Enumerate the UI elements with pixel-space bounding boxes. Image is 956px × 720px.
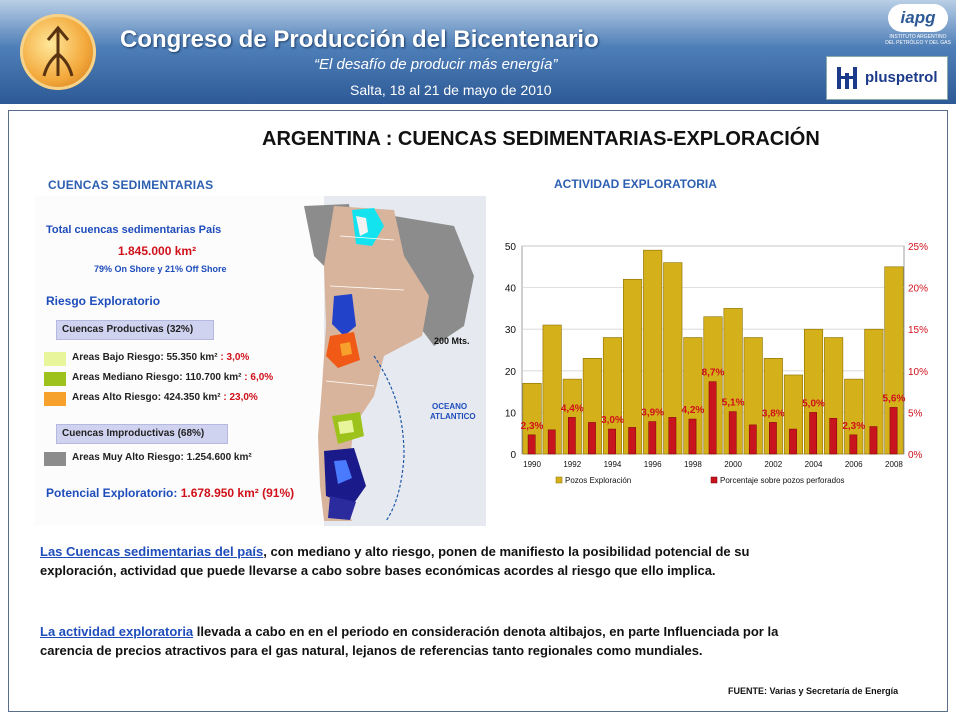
y-left-tick-label: 40	[504, 283, 516, 295]
iapg-logo-text: iapg	[888, 4, 948, 32]
actividad-link[interactable]: La actividad exploratoria	[40, 624, 194, 639]
legend-mediano	[72, 372, 273, 383]
legend-bajo	[72, 352, 249, 363]
x-tick-label: 1996	[643, 460, 662, 469]
paragraph-cuencas-text: , con mediano y alto riesgo, ponen de manifiesto la posibilidad potencial de su exploración, actividad que puede llevarse a cabo sobre bases económicas acordes al riesgo que ello implica.	[40, 544, 750, 578]
data-label: 3,0%	[601, 415, 624, 427]
x-tick-label: 1992	[563, 460, 582, 469]
cuencas-heading: CUENCAS SEDIMENTARIAS	[48, 178, 214, 192]
y-left-tick-label: 20	[504, 366, 516, 378]
bar-porcentaje	[890, 407, 897, 454]
bar-porcentaje	[548, 430, 555, 454]
y-right-tick-label: 10%	[908, 366, 929, 378]
y-right-tick-label: 25%	[908, 242, 929, 253]
legend-shore-split: 79% On Shore y 21% Off Shore	[94, 264, 227, 274]
x-tick-label: 2004	[804, 460, 823, 469]
iapg-logo	[884, 4, 952, 48]
data-label: 2,3%	[842, 420, 866, 432]
x-tick-label: 1998	[683, 460, 702, 469]
legend-porcentaje: Porcentaje sobre pozos perforados	[720, 476, 845, 485]
depth-label: 200 Mts.	[434, 336, 470, 346]
legend-bajo-pct: : 3,0%	[220, 352, 250, 363]
bar-porcentaje	[850, 435, 857, 454]
data-label: 5,6%	[882, 393, 906, 405]
legend-alto-pct: : 23,0%	[223, 392, 258, 403]
legend-total-value: 1.845.000 km²	[118, 244, 197, 258]
bar-porcentaje	[669, 417, 676, 454]
bicentenario-logo	[20, 14, 96, 90]
y-left-tick-label: 50	[504, 242, 516, 253]
legend-bajo-text: Areas Bajo Riesgo: 55.350 km²	[72, 352, 221, 363]
paragraph-actividad	[40, 622, 800, 660]
header-banner	[0, 0, 956, 104]
bar-porcentaje	[810, 412, 817, 454]
actividad-heading: ACTIVIDAD EXPLORATORIA	[554, 177, 717, 191]
x-tick-label: 2006	[844, 460, 863, 469]
pluspetrol-logo	[826, 56, 948, 100]
exploration-chart	[486, 196, 932, 496]
paragraph-actividad-text: llevada a cabo en en el periodo en consideración denota altibajos, en parte Influenciada por la carencia de precios atractivos para el gas natural, lejanos de referencias tanto regionales como mundiales.	[40, 624, 779, 658]
legend-mediano-text: Areas Mediano Riesgo: 110.700 km²	[72, 372, 245, 383]
legend-mediano-pct: : 6,0%	[244, 372, 274, 383]
congress-date: Salta, 18 al 21 de mayo de 2010	[350, 82, 552, 98]
bar-porcentaje	[528, 435, 535, 454]
bar-porcentaje	[769, 422, 776, 454]
swatch-bajo	[44, 352, 66, 366]
bar-porcentaje	[729, 412, 736, 454]
x-tick-label: 2000	[724, 460, 743, 469]
bar-porcentaje	[689, 419, 696, 454]
slide-title: ARGENTINA : CUENCAS SEDIMENTARIAS-EXPLORACIÓN	[262, 128, 820, 150]
legend-alto	[72, 392, 258, 403]
legend-total-label: Total cuencas sedimentarias País	[46, 224, 222, 236]
legend-muy-alto: Areas Muy Alto Riesgo: 1.254.600 km²	[72, 452, 252, 463]
y-right-tick-label: 20%	[908, 283, 929, 295]
legend-potencial-value: 1.678.950 km² (91%)	[180, 486, 295, 500]
data-label: 8,7%	[701, 367, 725, 379]
congress-title: Congreso de Producción del Bicentenario	[120, 26, 599, 53]
legend-alto-text: Areas Alto Riesgo: 424.350 km²	[72, 392, 224, 403]
y-left-tick-label: 30	[504, 325, 516, 337]
bar-porcentaje	[568, 417, 575, 454]
data-label: 5,1%	[721, 397, 745, 409]
swatch-alto	[44, 392, 66, 406]
x-tick-label: 1994	[603, 460, 622, 469]
y-right-tick-label: 0%	[908, 450, 923, 461]
bar-porcentaje	[649, 422, 656, 454]
legend-potencial	[46, 486, 294, 500]
chart-panel	[486, 196, 932, 496]
pluspetrol-text: pluspetrol	[865, 69, 938, 86]
legend-swatch-pozos	[556, 477, 562, 483]
map-panel	[34, 196, 486, 526]
bar-porcentaje	[629, 427, 636, 454]
y-left-tick-label: 0	[510, 450, 516, 461]
ocean-label-2: ATLANTICO	[430, 412, 476, 421]
legend-productivas: Cuencas Productivas (32%)	[62, 324, 194, 335]
x-tick-label: 2002	[764, 460, 783, 469]
bar-porcentaje	[588, 422, 595, 454]
bar-porcentaje	[608, 429, 615, 454]
x-tick-label: 2008	[885, 460, 903, 469]
legend-improductivas: Cuencas Improductivas (68%)	[62, 428, 205, 439]
legend-pozos: Pozos Exploración	[565, 476, 632, 485]
bar-porcentaje	[749, 425, 756, 454]
legend-potencial-label: Potencial Exploratorio:	[46, 486, 181, 500]
data-label: 3,9%	[641, 407, 665, 419]
iapg-caption: INSTITUTO ARGENTINO DEL PETRÓLEO Y DEL GAS	[885, 34, 951, 46]
y-right-tick-label: 15%	[908, 325, 929, 337]
paragraph-cuencas	[40, 542, 810, 580]
data-label: 4,4%	[560, 403, 584, 415]
bar-porcentaje	[789, 429, 796, 454]
swatch-muy-alto	[44, 452, 66, 466]
cuencas-link[interactable]: Las Cuencas sedimentarias del país	[40, 544, 264, 559]
ocean-label-1: OCEANO	[432, 402, 468, 411]
legend-riesgo-title: Riesgo Exploratorio	[46, 294, 161, 308]
bar-porcentaje	[830, 418, 837, 454]
pluspetrol-mark-icon	[835, 65, 859, 91]
source-note: FUENTE: Varias y Secretaría de Energía	[728, 686, 899, 696]
bar-porcentaje	[870, 427, 877, 454]
x-tick-label: 1990	[523, 460, 541, 469]
congress-subtitle: “El desafío de producir más energía”	[314, 56, 558, 73]
y-right-tick-label: 5%	[908, 408, 923, 420]
bar-porcentaje	[709, 382, 716, 454]
swatch-mediano	[44, 372, 66, 386]
legend-swatch-porcentaje	[711, 477, 717, 483]
data-label: 3,8%	[761, 408, 785, 420]
data-label: 4,2%	[681, 405, 705, 417]
y-left-tick-label: 10	[504, 408, 516, 420]
data-label: 5,0%	[802, 398, 825, 410]
data-label: 2,3%	[520, 420, 544, 432]
